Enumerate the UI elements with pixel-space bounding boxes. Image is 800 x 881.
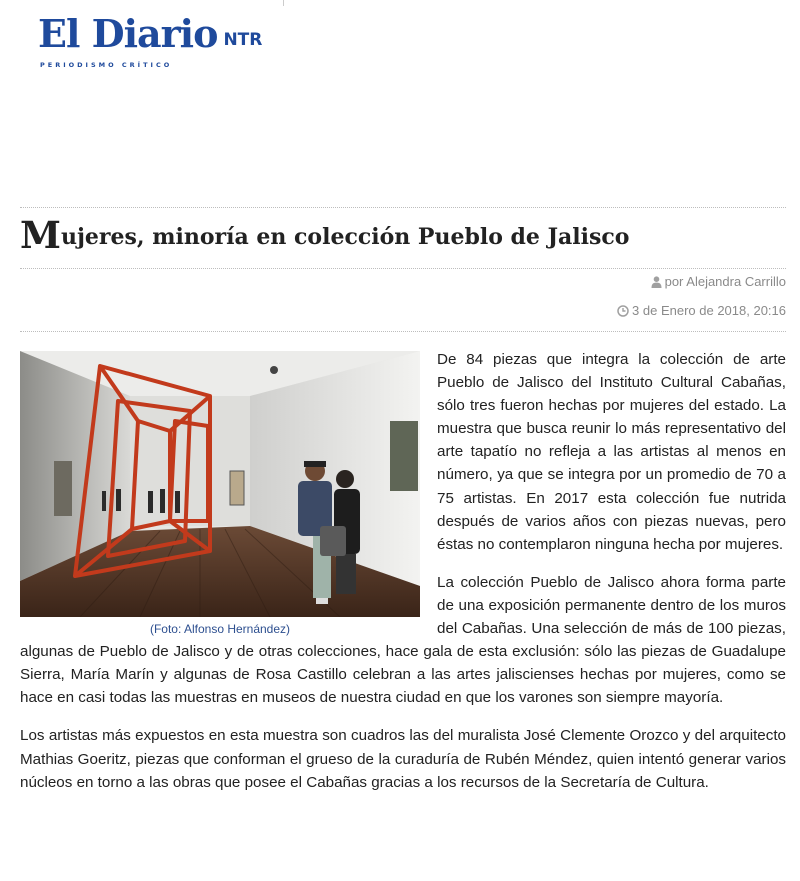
author-line — [651, 274, 786, 289]
divider — [20, 268, 786, 269]
article-paragraph: La colección Pueblo de Jalisco ahora forma parte de una exposición permanente dentro de los muros del Cabañas. Una selección de más de 100 piezas, algunas de Pueblo de Jalisco y de otras colecciones, hace gala de esta exclusión: sólo las piezas de Guadalupe Sierra, María Marín y algunas de Rosa Castillo celebran a las artes jaliscienses hechas por mujeres, como se hace en casi todas las muestras en museos de nuestra ciudad en que los varones son siempre mayoría. — [20, 573, 786, 707]
date-line — [617, 303, 786, 318]
site-logo[interactable] — [38, 11, 283, 69]
divider — [20, 207, 786, 208]
publish-date: 3 de Enero de 2018, 20:16 — [632, 303, 786, 318]
divider — [20, 331, 786, 332]
title-dropcap: M — [20, 213, 61, 257]
article-body — [20, 348, 786, 809]
article-title — [20, 212, 786, 260]
author-name[interactable]: por Alejandra Carrillo — [664, 274, 786, 289]
user-icon — [651, 276, 662, 288]
photo-spacer — [20, 348, 420, 638]
title-text: ujeres, minoría en colección Pueblo de Jalisco — [60, 224, 630, 250]
logo-wordmark: El Diario NTR — [38, 11, 263, 56]
top-divider — [283, 0, 284, 6]
article-paragraph: Los artistas más expuestos en esta muestra son cuadros las del muralista José Clemente Orozco y del arquitecto Mathias Goeritz, piezas que conforman el grueso de la curaduría de Rubén Méndez, quien intentó generar varios núcleos en torno a las obras que posee el Cabañas gracias a los recursos de la Secretaría de Cultura. — [20, 727, 786, 791]
clock-icon — [617, 305, 629, 317]
logo-tagline: PERIODISMO CRÍTICO — [40, 61, 173, 69]
logo-ntr: NTR — [223, 30, 263, 50]
photo-caption: (Foto: Alfonso Hernández) — [149, 622, 291, 636]
article-paragraph: De 84 piezas que integra la colección de arte Pueblo de Jalisco del Instituto Cultural Cabañas, sólo tres fueron hechas por mujeres del estado. La muestra que busca reunir lo más representativo del arte tapatío no refleja a las artistas al menos en número, ya que se integra por un promedio de 70 a 75 artistas. En 2017 esta colección fue nutrida después de varios años con piezas nuevas, pero éstas no contemplaron ninguna hecha por mujeres. — [437, 351, 786, 553]
